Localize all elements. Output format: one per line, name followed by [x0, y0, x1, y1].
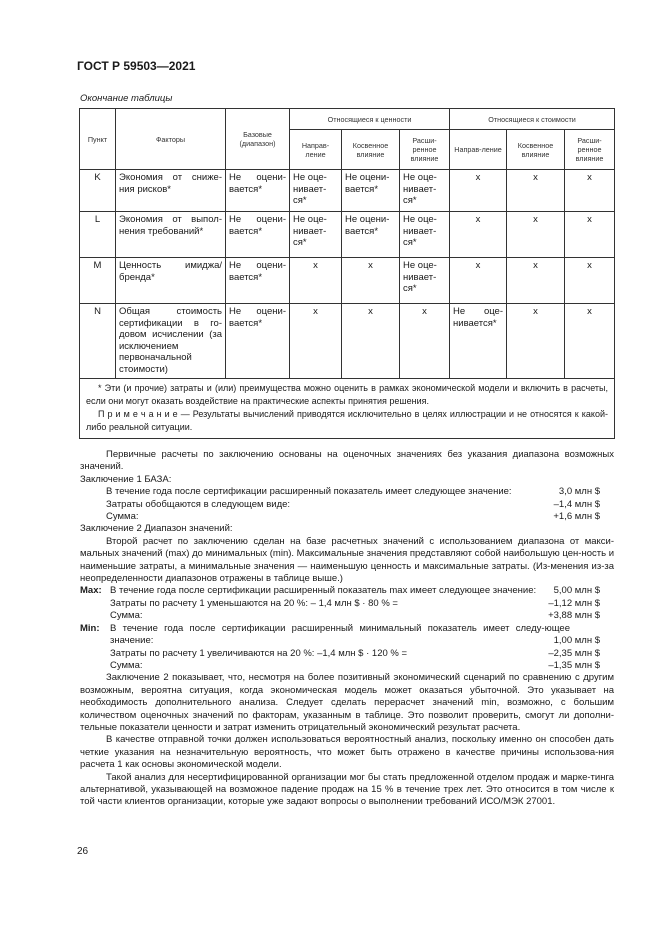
row-value-extended: x [400, 304, 450, 379]
row-cost-direct: Не оце-нивается* [450, 304, 507, 379]
row-base: Не оцени-вается* [226, 258, 290, 304]
paragraph: Такой анализ для несертифицированной организации мог бы стать предложенной отделом продаж и марке-тинга альтернативой, указывающей на возможное падение продаж на 15 % в течение трех лет. Это относится в том числе к той части клиентов организации, которые уже задают вопросы о выполнении требований ИСО/МЭК 27001. [80, 771, 614, 808]
paragraph: В качестве отправной точки должен использоваться вероятностный анализ, поскольку именно он способен дать четкие указания на незначительную вероятность, что может быть отражено в качестве причины использова-ния расчета 1 как основы экономической модели. [80, 734, 614, 771]
row-cost-indirect: x [507, 212, 565, 258]
max-label: Max: [80, 585, 102, 597]
row-cost-indirect: x [507, 304, 565, 379]
calc-value: 5,00 млн $ [553, 585, 600, 597]
calc-value: –1,35 млн $ [548, 659, 600, 671]
calc-row [104, 610, 614, 622]
header-direct: Направ-ление [290, 130, 342, 170]
row-base: Не оцени-вается* [226, 212, 290, 258]
note-label: П р и м е ч а н и е [98, 409, 178, 419]
document-header: ГОСТ Р 59503—2021 [77, 59, 196, 73]
calc-label: В течение года после сертификации расширенный показатель имеет следующее значение: [106, 486, 512, 498]
calc-value: –2,35 млн $ [548, 647, 600, 659]
table-row [80, 212, 615, 258]
row-factor: Общая стоимость сертификации в го-довом исчислении (за исключением первоначальной стоимости) [116, 304, 226, 379]
row-factor: Экономия от выпол-нения требований* [116, 212, 226, 258]
row-value-direct: Не оце-нивает-ся* [290, 170, 342, 212]
calc-value: 3,0 млн $ [558, 486, 600, 498]
header-direct-cost: Направ-ление [450, 130, 507, 170]
header-group-cost: Относящиеся к стоимости [450, 109, 615, 130]
body-text [80, 449, 614, 809]
header-indirect: Косвенное влияние [342, 130, 400, 170]
calc-value: +3,88 млн $ [548, 610, 600, 622]
calc-label: Сумма: [110, 659, 143, 671]
calc-value: –1,4 млн $ [553, 498, 600, 510]
row-base: Не оцени-вается* [226, 304, 290, 379]
row-cost-extended: x [565, 212, 615, 258]
table-row [80, 304, 615, 379]
calc-row [104, 648, 614, 660]
calc-row [80, 511, 614, 523]
row-value-extended: Не оце-нивает-ся* [400, 258, 450, 304]
table-footnote: * Эти (и прочие) затраты и (или) преимущества можно оценить в рамках экономической модели и включить в расчеты, если они могут оказать воздействие на практические аспекты принятия решения. [86, 383, 609, 406]
conclusion-2-title: Заключение 2 Диапазон значений: [80, 523, 233, 535]
note-text: — Результаты вычислений приводятся исключительно в целях иллюстрации и не относятся к какой-либо реальной ситуации. [86, 409, 608, 432]
calc-row [80, 499, 614, 511]
row-value-indirect: x [342, 258, 400, 304]
calc-label: Сумма: [110, 610, 143, 622]
row-value-direct: Не оце-нивает-ся* [290, 212, 342, 258]
min-block [80, 623, 614, 673]
row-cost-direct: x [450, 170, 507, 212]
page-number: 26 [77, 846, 89, 857]
table-row [80, 258, 615, 304]
row-value-extended: Не оце-нивает-ся* [400, 212, 450, 258]
row-value-direct: x [290, 304, 342, 379]
row-cost-indirect: x [507, 170, 565, 212]
max-block [80, 585, 614, 622]
row-factor: Ценность имиджа/ бренда* [116, 258, 226, 304]
row-id: K [80, 170, 116, 212]
table-note [86, 408, 608, 434]
paragraph: Заключение 2 показывает, что, несмотря на более позитивный экономический сценарий по сравнению с другим возможным, вероятна ситуация, когда экономическая модель может оказаться убыточной. Это указывает на необходимость дополнительного анализа. Следует сделать перерасчет значений min, возможно, с большим количеством оценочных значений по факторам, указанным в таблице. Это позволит проверить, смогут ли дополни-тельные показатели ценности и затрат изменить отрицательный экономический результат расчета. [80, 672, 614, 733]
header-base: Базовые (диапазон) [226, 109, 290, 170]
header-group-value: Относящиеся к ценности [290, 109, 450, 130]
row-factor: Экономия от сниже-ния рисков* [116, 170, 226, 212]
calc-value: 1,00 млн $ [553, 635, 600, 647]
calc-label: В течение года после сертификации расширенный минимальный показатель имеет следу-ющее значение: [110, 622, 570, 647]
header-indirect-cost: Косвенное влияние [507, 130, 565, 170]
row-cost-direct: x [450, 212, 507, 258]
min-label: Min: [80, 622, 100, 634]
paragraph: Первичные расчеты по заключению основаны на оценочных значениях без указания диапазона возможных значений. [80, 449, 614, 473]
row-value-direct: x [290, 258, 342, 304]
calc-label: Сумма: [106, 511, 139, 523]
header-extended: Расши-ренное влияние [400, 130, 450, 170]
row-id: N [80, 304, 116, 379]
calc-label: Затраты по расчету 1 уменьшаются на 20 %: – 1,4 млн $ · 80 % = [110, 597, 398, 609]
table-notes [80, 379, 615, 439]
header-extended-cost: Расши-ренное влияние [565, 130, 615, 170]
row-cost-indirect: x [507, 258, 565, 304]
row-value-indirect: Не оцени-вается* [342, 170, 400, 212]
row-id: L [80, 212, 116, 258]
row-cost-extended: x [565, 170, 615, 212]
paragraph: Второй расчет по заключению сделан на базе расчетных значений с использованием диапазона от макси-мальных значений (max) до минимальных (min). Максимальные значения представляют собой наибольшую цен-ность и наименьшие затраты, а минимальные значения — наименьшую ценность и максимальные затраты. (Из-менения из-за неопределенности диапазонов отражены в таблице выше.) [80, 535, 614, 585]
row-cost-direct: x [450, 258, 507, 304]
calc-row [104, 660, 614, 672]
row-value-indirect: x [342, 304, 400, 379]
calc-row [104, 623, 614, 648]
header-punkt: Пункт [80, 109, 116, 170]
table-row [80, 170, 615, 212]
row-value-indirect: Не оцени-вается* [342, 212, 400, 258]
table-caption: Окончание таблицы [80, 93, 173, 104]
row-base: Не оцени-вается* [226, 170, 290, 212]
factors-table [79, 108, 615, 439]
row-value-extended: Не оце-нивает-ся* [400, 170, 450, 212]
calc-label: В течение года после сертификации расширенный показатель max имеет следующее значение: [110, 585, 537, 597]
calc-row [104, 598, 614, 610]
calc-row [80, 486, 614, 498]
conclusion-1-title: Заключение 1 БАЗА: [80, 473, 172, 485]
calc-value: –1,12 млн $ [548, 597, 600, 609]
header-factors: Факторы [116, 109, 226, 170]
calc-value: +1,6 млн $ [553, 511, 600, 523]
calc-label: Затраты по расчету 1 увеличиваются на 20 %: –1,4 млн $ · 120 % = [110, 647, 408, 659]
row-cost-extended: x [565, 258, 615, 304]
row-id: M [80, 258, 116, 304]
row-cost-extended: x [565, 304, 615, 379]
calc-row [104, 585, 614, 597]
calc-label: Затраты обобщаются в следующем виде: [106, 498, 291, 510]
